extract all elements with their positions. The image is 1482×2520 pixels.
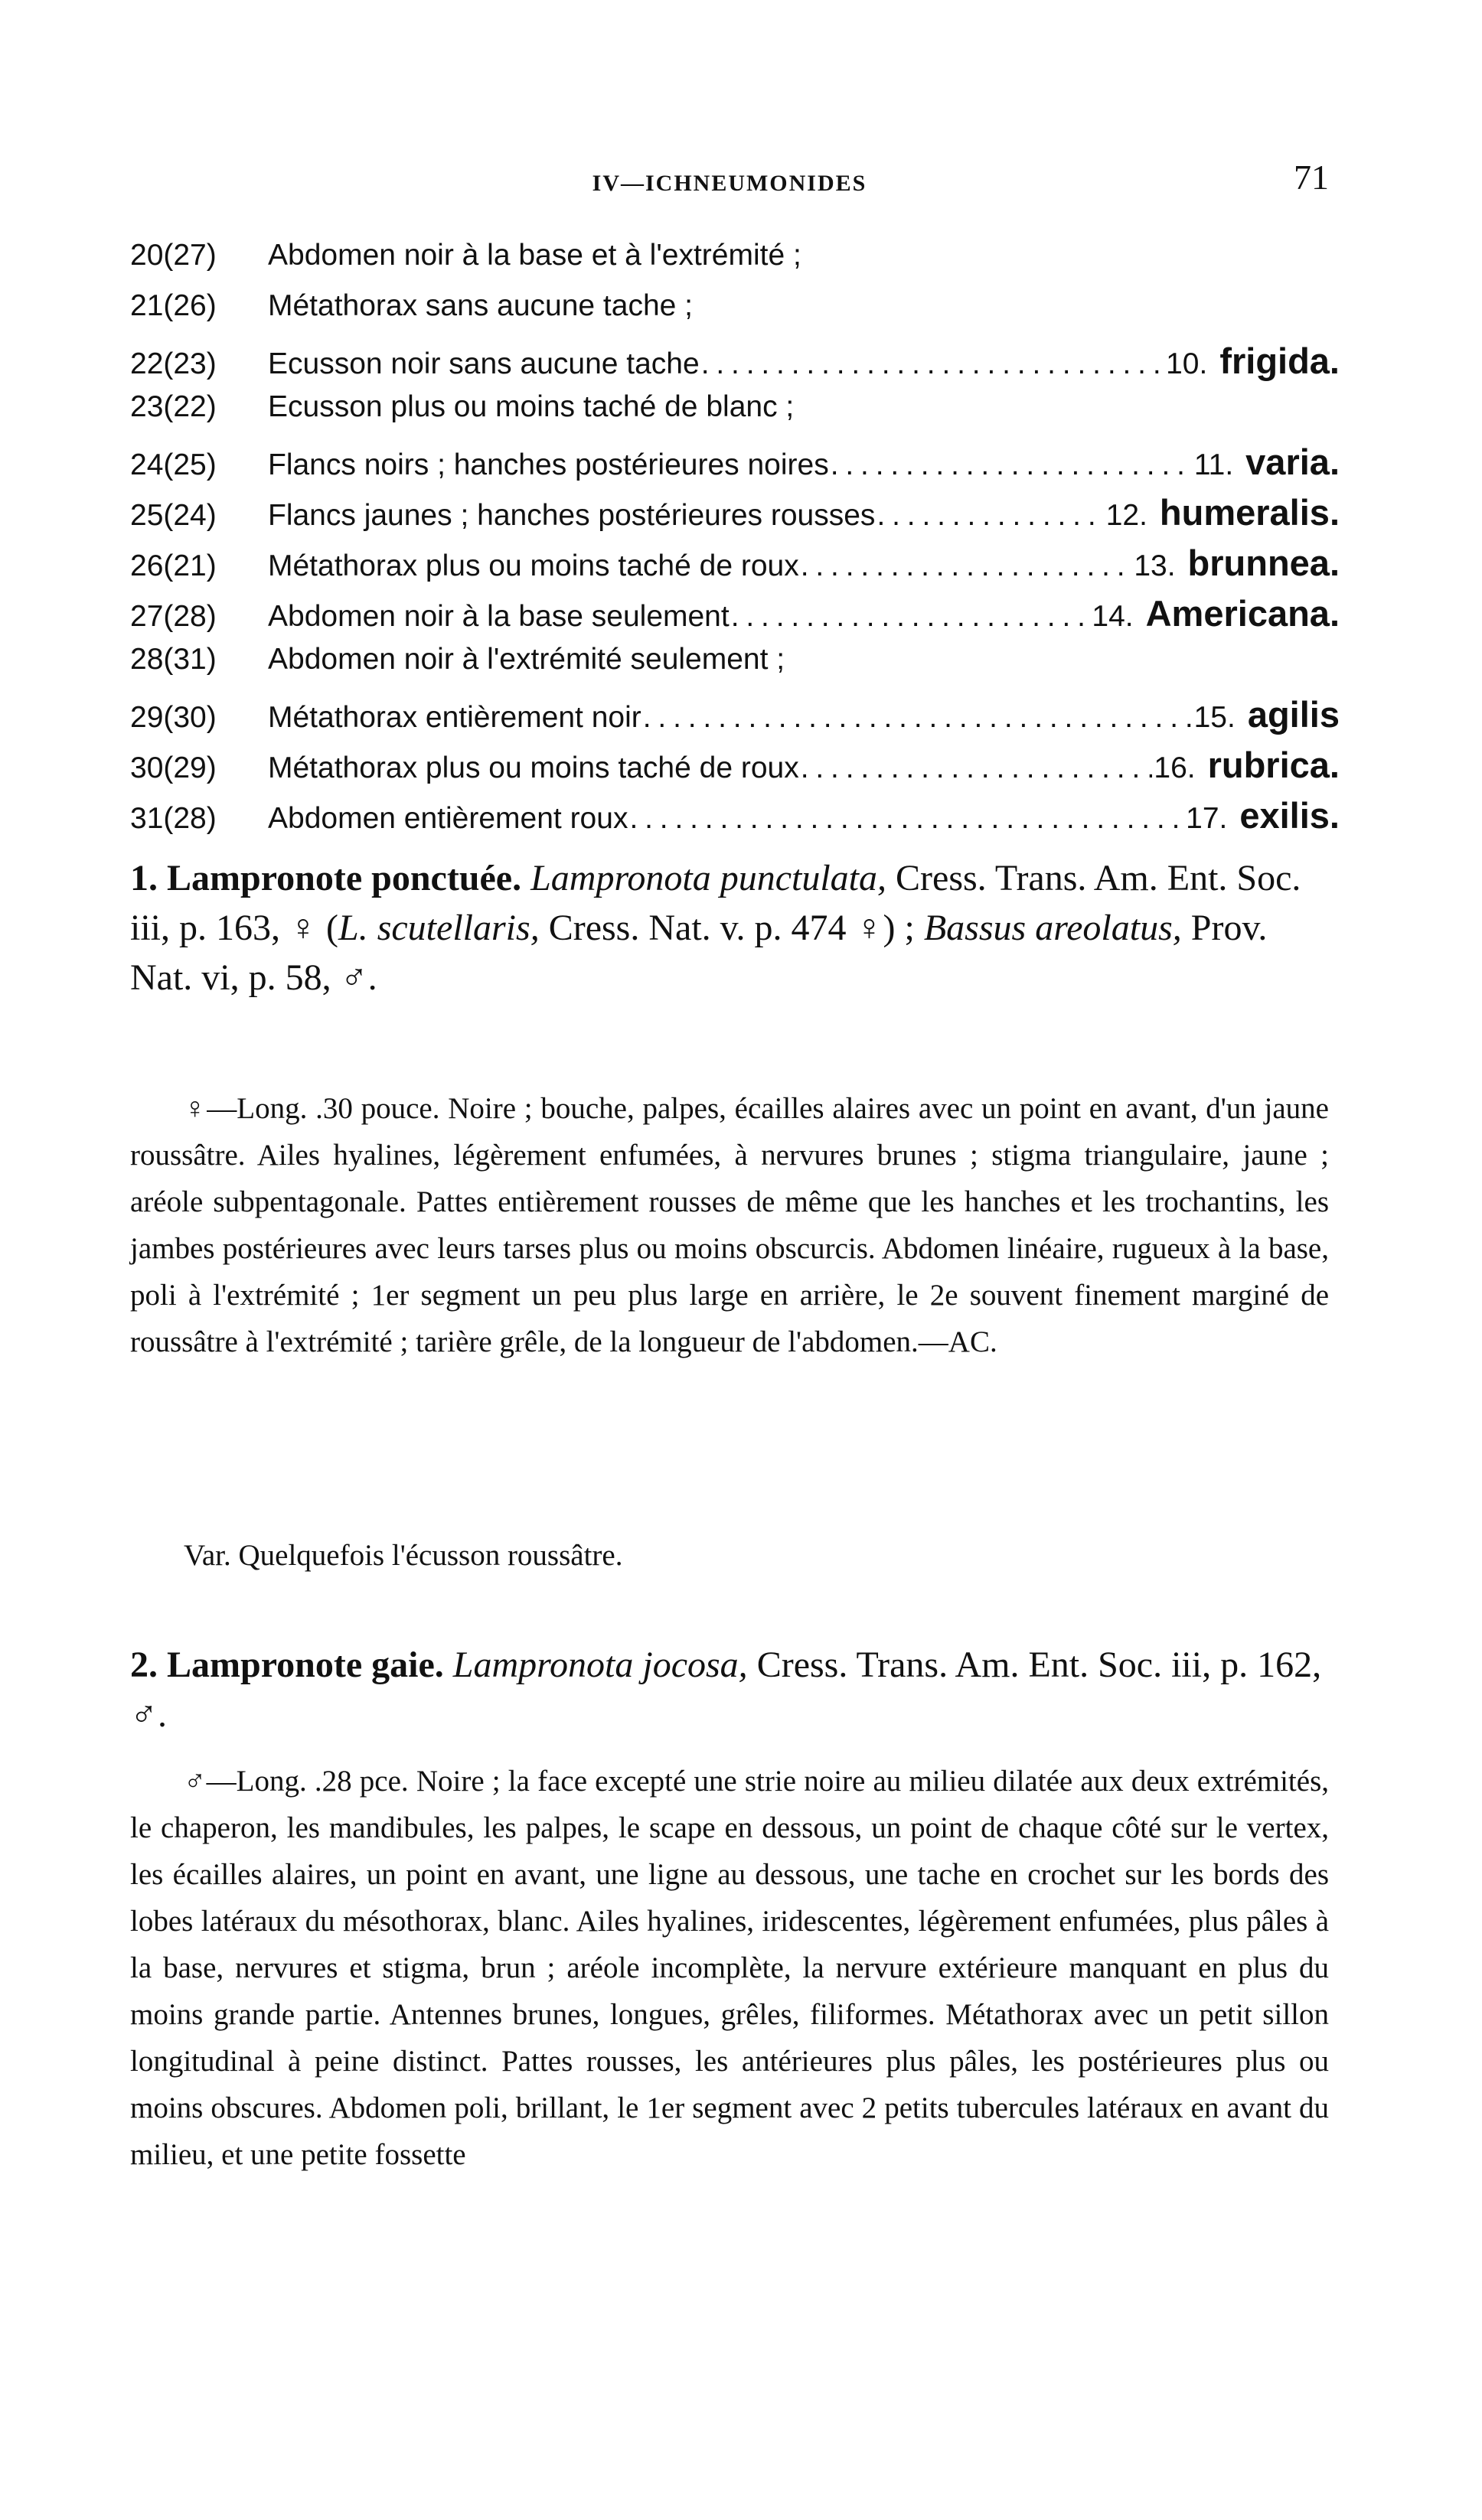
key-row	[130, 693, 1340, 744]
dot-leader	[801, 549, 1133, 583]
key-taxon-name: frigida.	[1219, 341, 1340, 381]
identification-key	[130, 239, 1340, 845]
dot-leader	[801, 751, 1153, 785]
key-row	[130, 592, 1340, 643]
species-1-synonym-2: Bassus areolatus,	[923, 908, 1182, 948]
key-description: Métathorax plus ou moins taché de roux	[268, 751, 799, 784]
key-row	[130, 542, 1340, 592]
key-taxon-name: brunnea.	[1187, 543, 1340, 583]
species-1-title: 1. Lampronote ponctuée.	[130, 858, 522, 898]
key-species-number: 12.	[1105, 499, 1147, 532]
key-description: Abdomen noir à l'extrémité seulement ;	[268, 643, 785, 676]
key-taxon-name: varia.	[1245, 442, 1340, 482]
key-row	[130, 744, 1340, 794]
key-species-number: 10.	[1166, 347, 1208, 380]
key-description: Flancs noirs ; hanches postérieures noires	[268, 448, 829, 481]
species-2-scientific-name: Lampronota jocosa,	[452, 1645, 748, 1685]
key-couplet-number: 24(25)	[130, 448, 217, 481]
key-description: Flancs jaunes ; hanches postérieures rousses	[268, 499, 876, 532]
key-couplet-number: 28(31)	[130, 643, 217, 676]
page-number: 71	[1294, 158, 1329, 197]
key-taxon-name: rubrica.	[1207, 745, 1340, 785]
key-description: Ecusson plus ou moins taché de blanc ;	[268, 390, 795, 423]
dot-leader	[876, 499, 1104, 533]
species-2-description-text: ♂—Long. .28 pce. Noire ; la face excepté une strie noire au milieu dilatée aux deux extrémités, le chaperon, les mandibules, les palpes, le scape en dessous, un point de chaque côté sur le vertex, les écailles alaires, un point en avant, une ligne au dessous, une tache en crochet sur les bords des lobes latéraux du mésothorax, blanc. Ailes hyalines, iridescentes, légèrement enfumées, plus pâles à la base, nervures et stigma, brun ; aréole incomplète, la nervure extérieure manquant en plus du moins grande partie. Antennes brunes, longues, grêles, filiformes. Métathorax avec un petit sillon longitudinal à peine distinct. Pattes rousses, les antérieures plus pâles, les postérieures plus ou moins obscures. Abdomen poli, brillant, le 1er segment avec 2 petits tubercules latéraux en avant du milieu, et une petite fossette	[130, 1765, 1329, 2171]
dot-leader	[643, 701, 1193, 735]
key-row	[130, 794, 1340, 845]
species-1-description	[130, 1085, 1329, 1365]
species-1-variety: Var. Quelquefois l'écusson roussâtre.	[184, 1539, 623, 1572]
key-description: Métathorax plus ou moins taché de roux	[268, 549, 799, 582]
page-header	[130, 157, 1329, 203]
key-row	[130, 239, 1340, 289]
key-description: Abdomen noir à la base et à l'extrémité ;	[268, 239, 801, 272]
key-species-number: 14.	[1092, 600, 1134, 633]
key-row	[130, 390, 1340, 441]
key-description: Abdomen noir à la base seulement	[268, 600, 730, 633]
key-taxon-name: humeralis.	[1159, 492, 1340, 533]
dot-leader	[831, 448, 1193, 482]
species-2-reference: Cress. Trans. Am. Ent. Soc. iii, p. 162, ♂.	[130, 1645, 1322, 1735]
dot-leader	[701, 347, 1164, 381]
key-row	[130, 289, 1340, 340]
key-species-number: 17.	[1186, 802, 1228, 835]
key-couplet-number: 22(23)	[130, 347, 217, 380]
species-1-synonym-1: L. scutellaris,	[338, 908, 540, 948]
key-species-number: 15.	[1193, 701, 1236, 734]
key-row	[130, 643, 1340, 693]
species-2-heading	[130, 1640, 1332, 1739]
key-row	[130, 340, 1340, 390]
key-couplet-number: 31(28)	[130, 802, 217, 835]
key-species-number: 16.	[1154, 751, 1196, 784]
key-row	[130, 441, 1340, 491]
species-1-reference-1: Cress. Trans. Am. Ent. Soc. iii, p. 163, ♀ (	[130, 858, 1301, 948]
dot-leader	[629, 802, 1184, 836]
running-head: IV—ICHNEUMONIDES	[592, 171, 867, 196]
dot-leader	[731, 600, 1091, 634]
key-couplet-number: 23(22)	[130, 390, 217, 423]
species-1-scientific-name: Lampronota punctulata,	[530, 858, 887, 898]
key-taxon-name: agilis	[1247, 694, 1340, 735]
species-2-title: 2. Lampronote gaie.	[130, 1645, 444, 1685]
key-taxon-name: exilis.	[1239, 795, 1340, 836]
key-couplet-number: 20(27)	[130, 239, 217, 272]
key-taxon-name: Americana.	[1145, 593, 1340, 634]
key-row	[130, 491, 1340, 542]
species-1-description-text: ♀—Long. .30 pouce. Noire ; bouche, palpes, écailles alaires avec un point en avant, d'un jaune roussâtre. Ailes hyalines, légèrement enfumées, à nervures brunes ; stigma triangulaire, jaune ; aréole subpentagonale. Pattes entièrement rousses de même que les hanches et les trochantins, les jambes postérieures avec leurs tarses plus ou moins obscurcis. Abdomen linéaire, rugueux à la base, poli à l'extrémité ; 1er segment un peu plus large en arrière, le 2e souvent finement marginé de roussâtre à l'extrémité ; tarière grêle, de la longueur de l'abdomen.—AC.	[130, 1092, 1329, 1358]
key-description: Métathorax sans aucune tache ;	[268, 289, 694, 322]
key-couplet-number: 29(30)	[130, 701, 217, 734]
key-couplet-number: 21(26)	[130, 289, 217, 322]
key-species-number: 11.	[1193, 448, 1234, 481]
key-species-number: 13.	[1134, 549, 1176, 582]
key-couplet-number: 27(28)	[130, 600, 217, 633]
species-2-description	[130, 1758, 1329, 2178]
key-description: Ecusson noir sans aucune tache	[268, 347, 700, 380]
key-couplet-number: 25(24)	[130, 499, 217, 532]
species-1-reference-2: Cress. Nat. v. p. 474 ♀) ;	[548, 908, 915, 948]
key-description: Abdomen entièrement roux	[268, 802, 628, 835]
species-1-reference-3: Prov. Nat. vi, p. 58, ♂.	[130, 908, 1268, 998]
key-couplet-number: 30(29)	[130, 751, 217, 784]
key-description: Métathorax entièrement noir	[268, 701, 641, 734]
key-couplet-number: 26(21)	[130, 549, 217, 582]
species-1-heading	[130, 853, 1332, 1002]
